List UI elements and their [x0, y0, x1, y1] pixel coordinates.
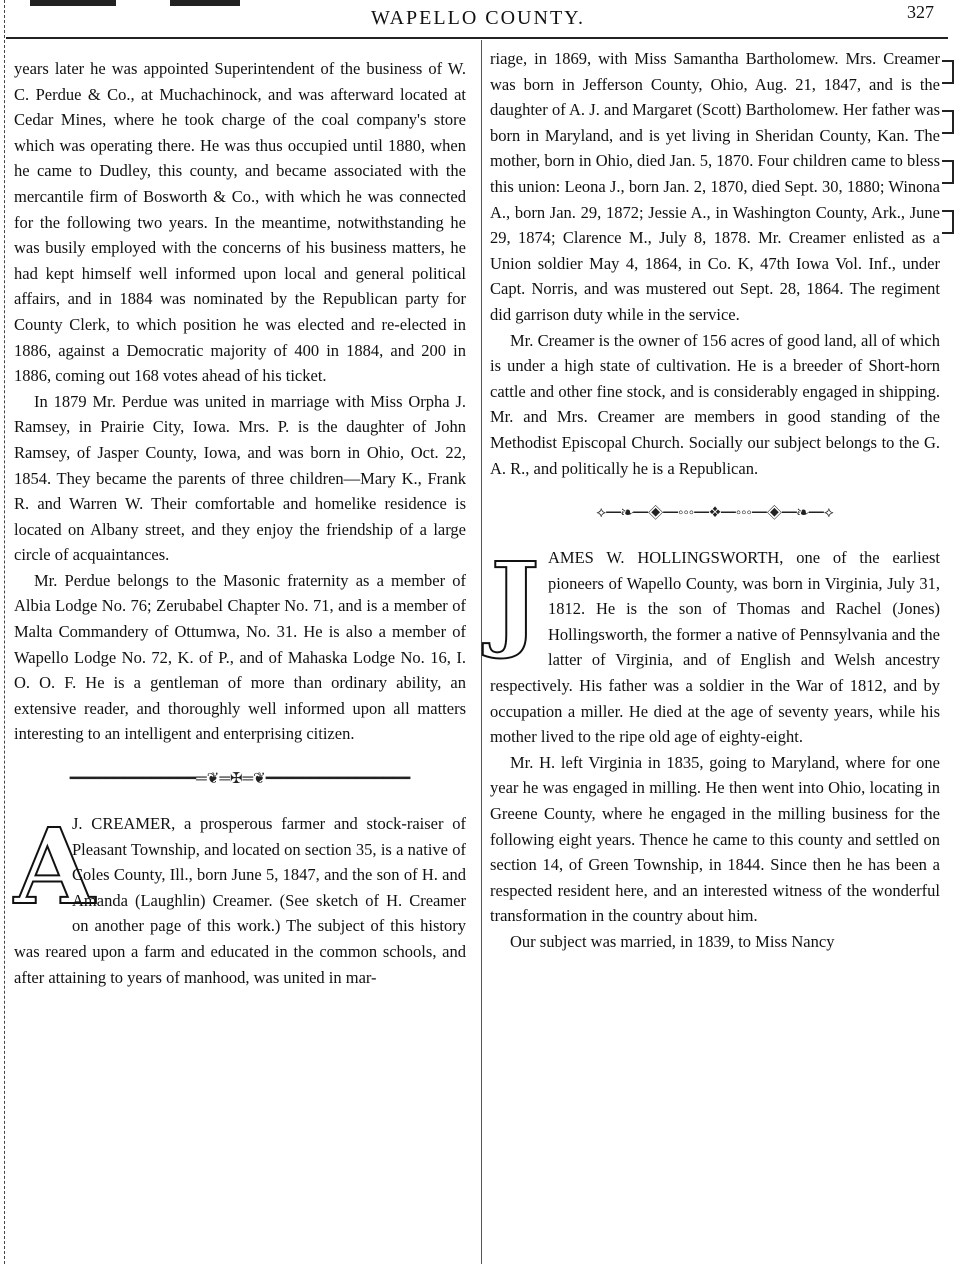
drop-cap-j: J	[490, 539, 540, 663]
page-number: 327	[907, 2, 934, 22]
hollingsworth-paragraph-2: Mr. H. left Virginia in 1835, going to Maryland, where for one year he was engaged in milling. He then went into Ohio, locating in Greene County, where he engaged in the milling business for the following eight years. Thence he came to this county and settled on section 14, of Green Township, in 1844. Since then he has been a respected resident here, and an interested witness of the wonderful transformation in the country about him.	[490, 752, 940, 926]
drop-cap-a: A	[14, 805, 95, 929]
perdue-paragraph-1: years later he was appointed Superintendent of the business of W. C. Perdue & Co., at Muchachinock, and was afterward located at Cedar Mines, where he took charge of the coal company's store which was operating there. He was thus occupied until 1880, when he came to Dudley, this county, and became associated with the mercantile firm of Bosworth & Co., with which he was connected for the following two years. In the meantime, notwithstanding he was busily employed with the concerns of his business matters, he had kept himself well informed upon local and general political affairs, and in 1884 was nominated by the Republican party for County Clerk, to which position he was elected and re-elected in 1886, against a Democratic majority of 400 in 1884, and 200 in 1886, coming out 168 votes ahead of his ticket.	[14, 59, 466, 386]
creamer-paragraph-1	[14, 805, 466, 990]
header-ornament-left	[30, 0, 116, 6]
column-divider	[481, 40, 482, 1264]
creamer-text: J. CREAMER, a prosperous farmer and stock-raiser of Pleasant Township, and located on section 35, is a native of Coles County, Ill., born June 5, 1847, and the son of H. and Amanda (Laughlin) Creamer. (See sketch of H. Creamer on another page of this work.) The subject of this history was reared upon a farm and educated in the common schools, and after attaining to years of manhood, was united in mar-	[14, 814, 466, 987]
left-page-border	[0, 0, 5, 1264]
header-rule	[6, 37, 948, 39]
section-divider-ornament: ━━━━━━━━━━━━━━═❦═✠═❦━━━━━━━━━━━━━━━━	[69, 771, 411, 788]
right-edge-ornament	[942, 40, 956, 240]
hollingsworth-paragraph-1	[490, 539, 940, 750]
perdue-paragraph-3: Mr. Perdue belongs to the Masonic fraternity as a member of Albia Lodge No. 76; Zerubabel Chapter No. 71, and is a member of Malta Commandery of Ottumwa, No. 31. He is also a member of Wapello Lodge No. 72, K. of P., and of Mahaska Lodge No. 16, I. O. O. F. He is a gentleman of more than ordinary ability, an extensive reader, and thoroughly well informed upon all matters interesting to an intelligent and enterprising citizen.	[14, 570, 466, 744]
hollingsworth-text: AMES W. HOLLINGSWORTH, one of the earliest pioneers of Wapello County, was born in Virginia, July 31, 1812. He is the son of Thomas and Rachel (Jones) Hollingsworth, the former a native of Pennsylvania and the latter of Virginia, and of English and Welsh ancestry respectively. His father was a soldier in the War of 1812, and by occupation a miller. He died at the age of seventy years, while his mother lived to the ripe old age of eighty-eight.	[490, 548, 940, 747]
running-head: WAPELLO COUNTY.	[370, 7, 586, 29]
left-column	[14, 56, 466, 990]
hollingsworth-paragraph-3: Our subject was married, in 1839, to Miss Nancy	[510, 932, 835, 951]
right-column	[490, 46, 940, 955]
page-header	[0, 0, 956, 34]
section-divider-ornament-right: ⟡━❧━◈━◦◦◦━❖━◦◦◦━◈━❧━⟡	[596, 505, 834, 522]
header-ornament-mid	[170, 0, 240, 6]
perdue-paragraph-2: In 1879 Mr. Perdue was united in marriage with Miss Orpha J. Ramsey, in Prairie City, Iowa. Mrs. P. is the daughter of John Ramsey, of Jasper County, Iowa, and was born in Ohio, Oct. 22, 1854. They became the parents of three children—Mary K., Frank R. and Warren W. Their comfortable and homelike residence is located on Albany street, and they enjoy the friendship of a large circle of acquaintances.	[14, 391, 466, 565]
creamer-paragraph-3: Mr. Creamer is the owner of 156 acres of good land, all of which is under a high state of cultivation. He is a breeder of Short-horn cattle and other fine stock, and is considerably engaged in shipping. Mr. and Mrs. Creamer are members in good standing of the Methodist Episcopal Church. Socially our subject belongs to the G. A. R., and politically he is a Republican.	[490, 330, 940, 478]
creamer-paragraph-2: riage, in 1869, with Miss Samantha Bartholomew. Mrs. Creamer was born in Jefferson County, Ohio, Aug. 21, 1847, and is the daughter of A. J. and Margaret (Scott) Bartholomew. Her father was born in Maryland, and is yet living in Sheridan County, Kan. The mother, born in Ohio, died Jan. 5, 1870. Four children came to bless this union: Leona J., born Jan. 2, 1870, died Sept. 30, 1880; Winona A., born Jan. 29, 1872; Jessie A., in Washington County, Ark., June 29, 1874; Clarence M., July 8, 1878. Mr. Creamer enlisted as a Union soldier May 4, 1864, in Co. K, 47th Iowa Vol. Inf., under Capt. Norris, and was mustered out Sept. 28, 1864. The regiment did garrison duty while in the service.	[490, 49, 940, 324]
